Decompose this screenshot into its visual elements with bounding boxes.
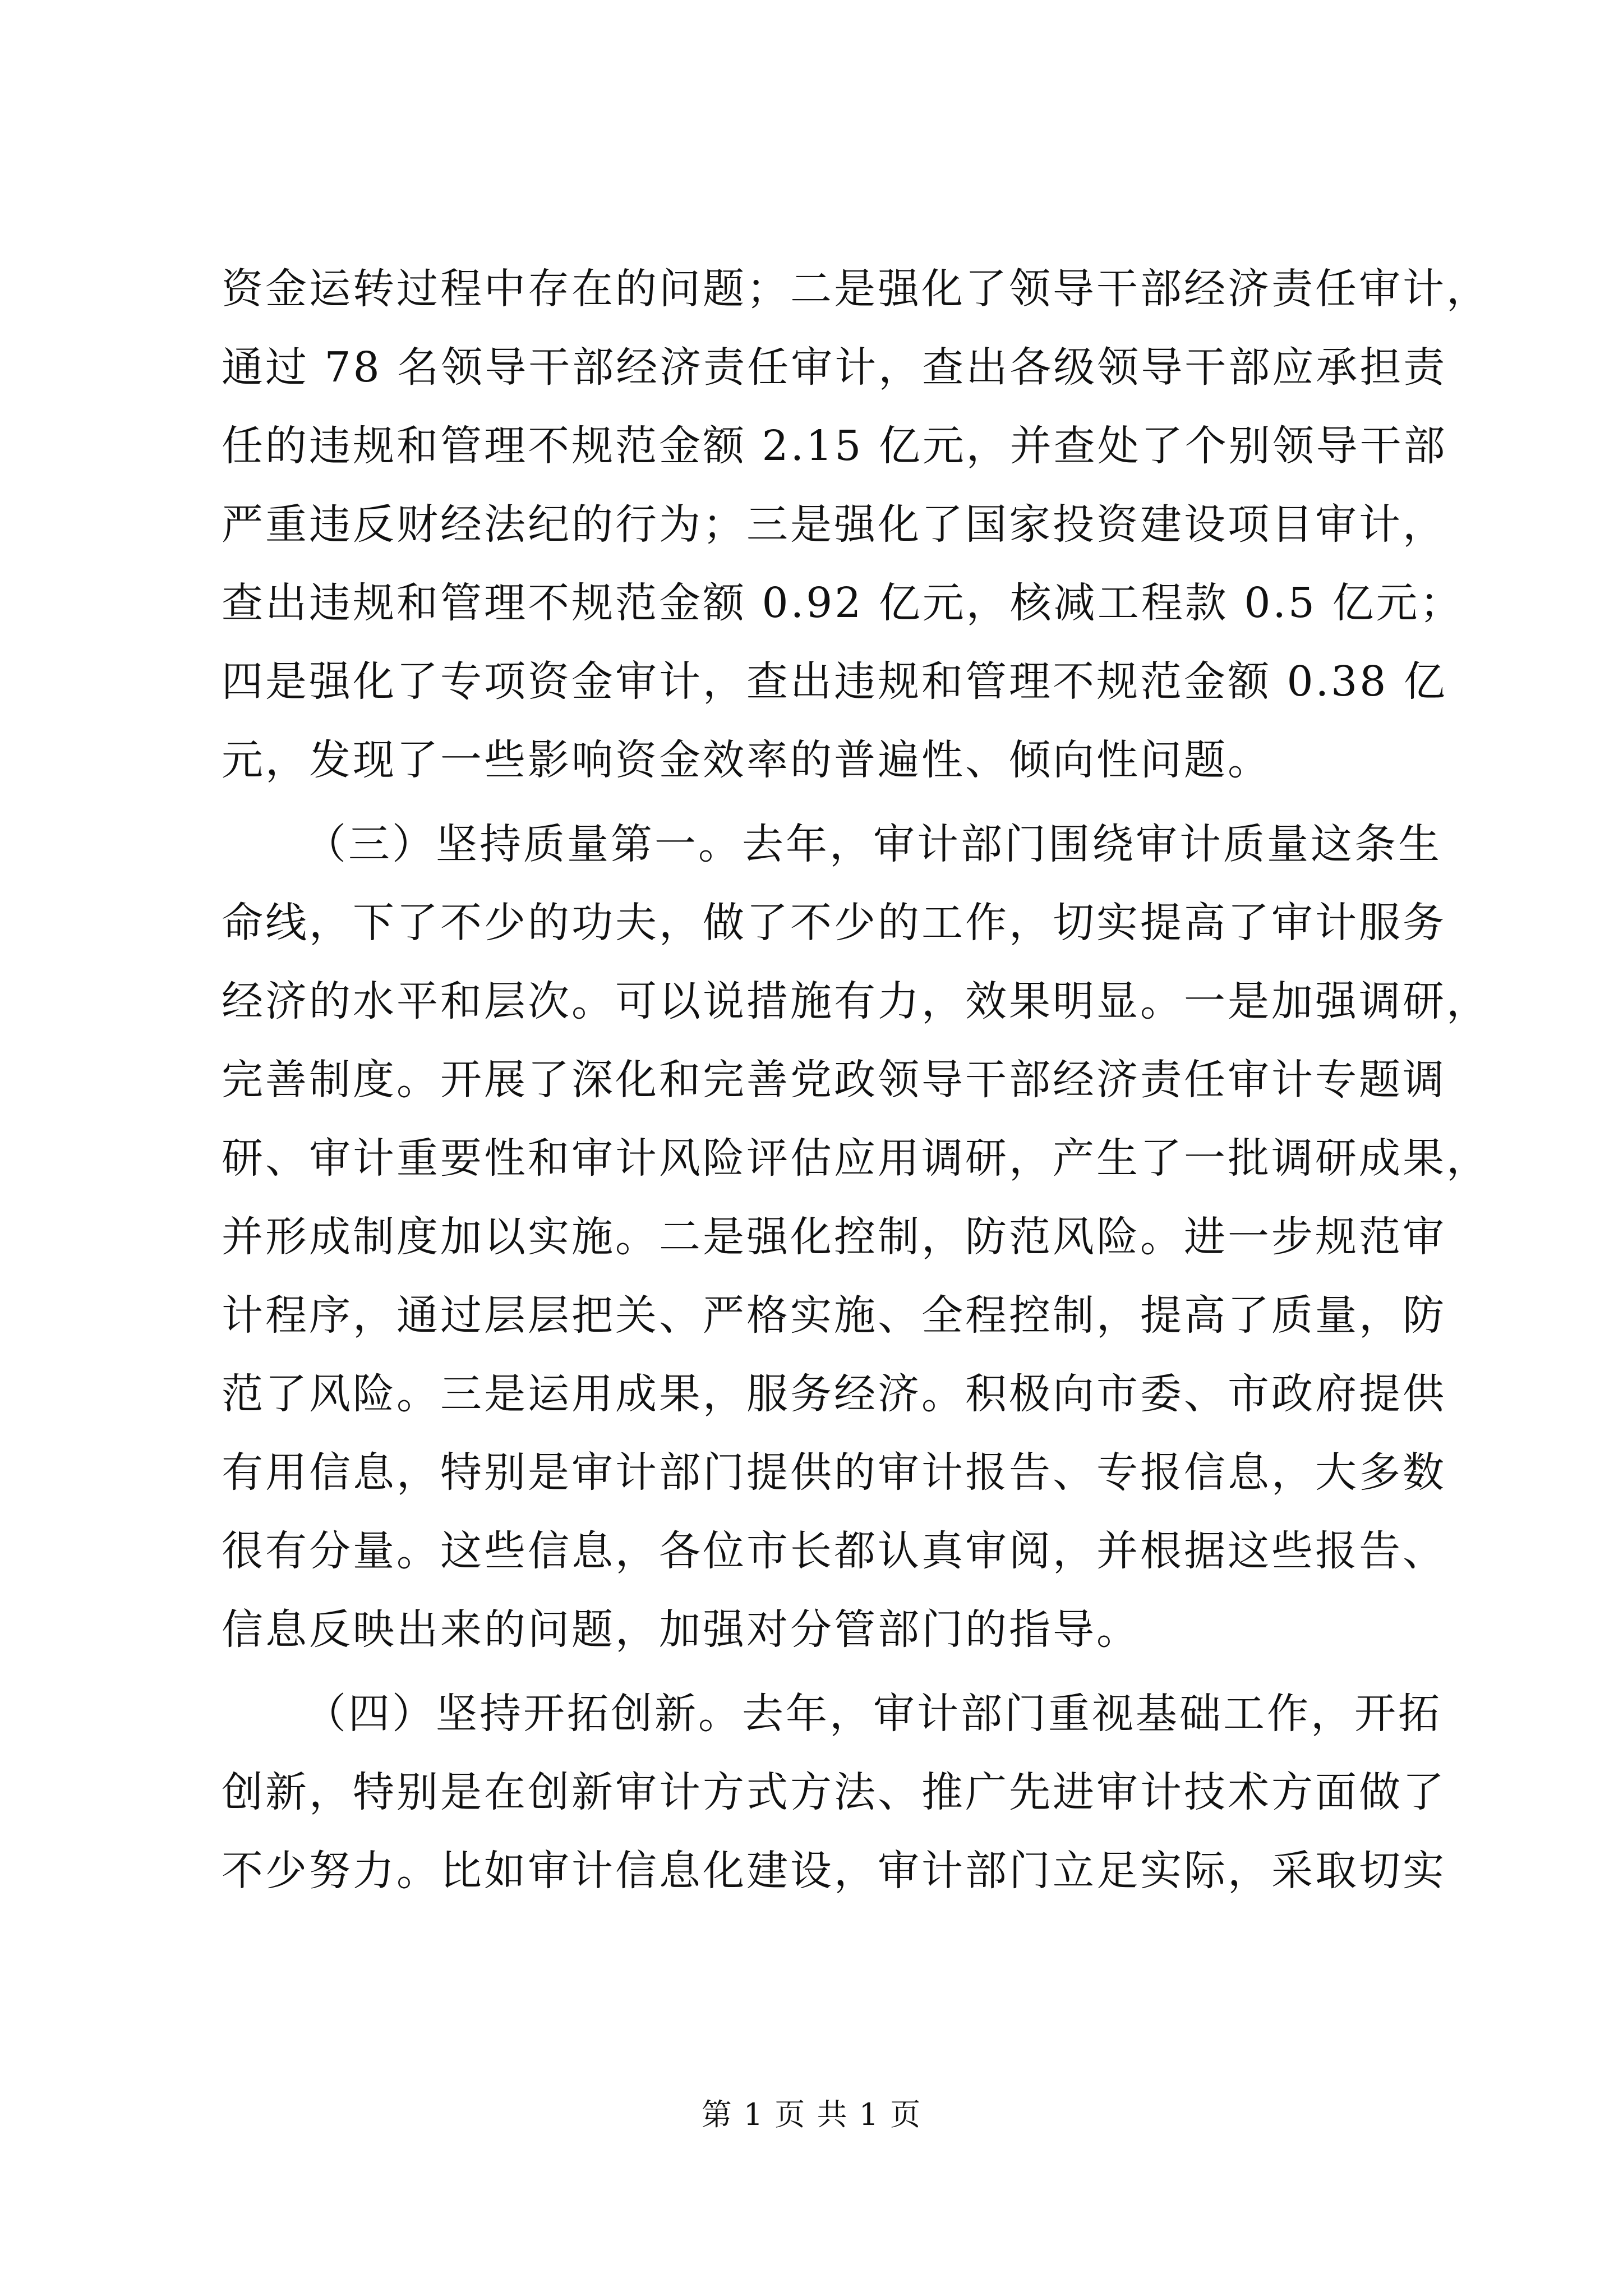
section-four-heading-line: （四）坚持开拓创新。去年，审计部门重视基础工作，开拓 — [305, 1690, 1442, 1738]
text-line: 资金运转过程中存在的问题；二是强化了领导干部经济责任审计， — [222, 265, 1490, 313]
text-line: 任的违规和管理不规范金额 2.15 亿元，并查处了个别领导干部 — [222, 422, 1447, 470]
section-three-heading-line: （三）坚持质量第一。去年，审计部门围绕审计质量这条生 — [305, 820, 1442, 868]
text-line: 信息反映出来的问题，加强对分管部门的指导。 — [222, 1605, 1140, 1654]
text-line: 范了风险。三是运用成果，服务经济。积极向市委、市政府提供 — [222, 1370, 1446, 1418]
text-line: 计程序，通过层层把关、严格实施、全程控制，提高了质量，防 — [222, 1291, 1446, 1340]
text-line: 不少努力。比如审计信息化建设，审计部门立足实际，采取切实 — [222, 1847, 1446, 1895]
text-line: 经济的水平和层次。可以说措施有力，效果明显。一是加强调研， — [222, 977, 1490, 1025]
text-line: 并形成制度加以实施。二是强化控制，防范风险。进一步规范审 — [222, 1213, 1446, 1261]
text-line: 元，发现了一些影响资金效率的普遍性、倾向性问题。 — [222, 736, 1271, 784]
text-line: 很有分量。这些信息，各位市长都认真审阅，并根据这些报告、 — [222, 1527, 1446, 1575]
text-line: 通过 78 名领导干部经济责任审计，查出各级领导干部应承担责 — [222, 343, 1447, 392]
page-number-footer: 第 1 页 共 1 页 — [701, 2097, 922, 2132]
text-line: 查出违规和管理不规范金额 0.92 亿元，核减工程款 0.5 亿元； — [222, 579, 1464, 627]
text-line: 四是强化了专项资金审计，查出违规和管理不规范金额 0.38 亿 — [222, 657, 1447, 706]
text-line: 研、审计重要性和审计风险评估应用调研，产生了一批调研成果， — [222, 1134, 1490, 1182]
text-line: 完善制度。开展了深化和完善党政领导干部经济责任审计专题调 — [222, 1056, 1446, 1104]
text-line: 有用信息，特别是审计部门提供的审计报告、专报信息，大多数 — [222, 1448, 1446, 1497]
document-body — [222, 250, 1490, 1910]
text-line: 严重违反财经法纪的行为；三是强化了国家投资建设项目审计， — [222, 500, 1446, 549]
text-line: 命线，下了不少的功夫，做了不少的工作，切实提高了审计服务 — [222, 899, 1446, 947]
text-line: 创新，特别是在创新审计方式方法、推广先进审计技术方面做了 — [222, 1768, 1446, 1816]
